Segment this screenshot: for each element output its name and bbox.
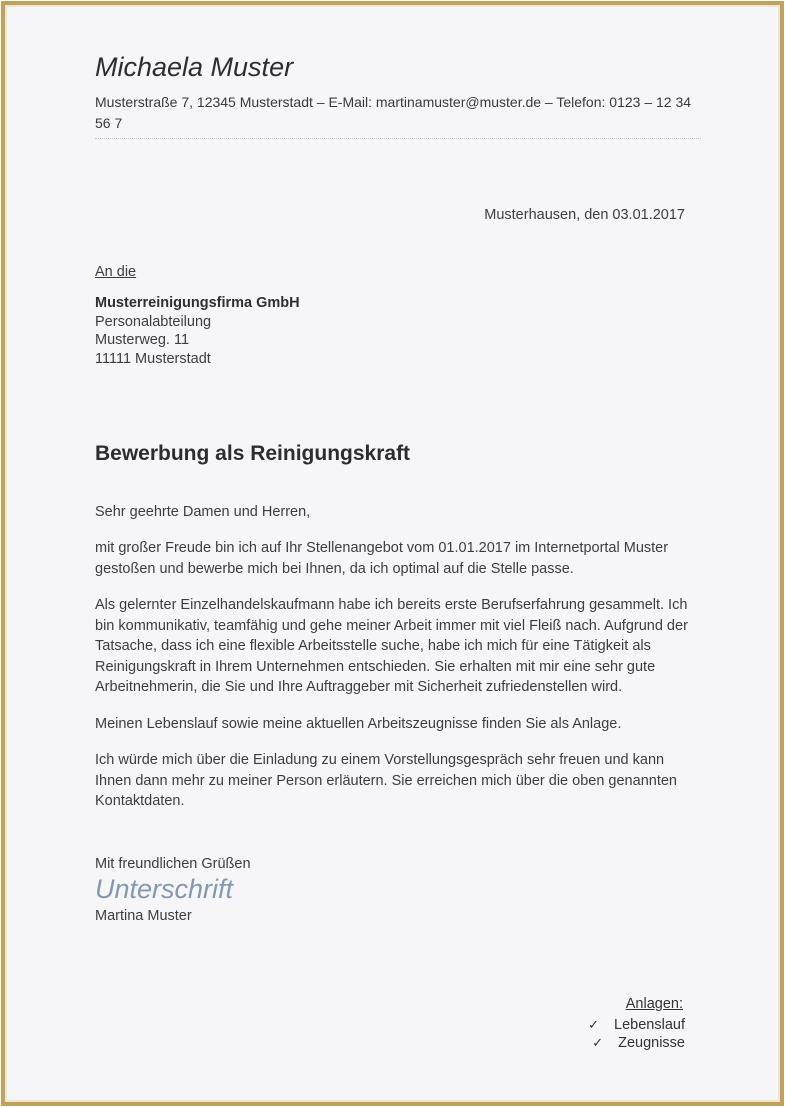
attachments-block <box>588 995 685 1052</box>
recipient-intro: An die <box>95 263 137 280</box>
sender-header <box>95 51 701 139</box>
sender-contact-line: Musterstraße 7, 12345 Musterstadt – E-Mail: martinamuster@muster.de – Telefon: 0123 – 12 34 56 7 <box>95 94 692 131</box>
body-paragraph: mit großer Freude bin ich auf Ihr Stellenangebot vom 01.01.2017 im Internetportal Muster gestoßen und bewerbe mich bei Ihnen, da ich optimal auf die Stelle passe. <box>95 540 669 577</box>
signer-name: Martina Muster <box>95 908 192 924</box>
body-paragraph: Meinen Lebenslauf sowie meine aktuellen Arbeitszeugnisse finden Sie als Anlage. <box>95 715 622 732</box>
attachment-label: Zeugnisse <box>618 1035 685 1051</box>
subject-line: Bewerbung als Reinigungskraft <box>95 442 411 465</box>
recipient-city: 11111 Musterstadt <box>95 350 211 367</box>
letter-content <box>5 5 780 1102</box>
recipient-company: Musterreinigungsfirma GmbH <box>95 295 300 311</box>
sender-name: Michaela Muster <box>95 52 294 82</box>
farewell-line: Mit freundlichen Grüßen <box>95 855 251 872</box>
checkmark-icon: ✓ <box>592 1035 604 1050</box>
recipient-block <box>95 263 701 369</box>
letter-page <box>1 1 784 1106</box>
recipient-street: Musterweg. 11 <box>95 332 190 348</box>
attachment-label: Lebenslauf <box>614 1017 685 1033</box>
attachment-item <box>588 1016 685 1034</box>
body-paragraph: Als gelernter Einzelhandelskaufmann habe ich bereits erste Berufserfahrung gesammelt. Ich bin kommunikativ, teamfähig und gehe meiner Arbeit immer mit viel Fleiß nach. Aufgrund der Tatsache, dass ich eine flexible Arbeitsstelle suche, habe ich mich für eine Tätigkeit als Reinigungskraft in Ihrem Unternehmen entschieden. Sie erhalten mit mir eine sehr gute Arbeitnehmerin, die Sie und Ihre Auftraggeber mit Sicherheit zufriedenstellen wird. <box>95 597 688 695</box>
attachment-item <box>588 1034 685 1052</box>
closing-block <box>95 854 701 927</box>
header-divider <box>95 138 701 139</box>
recipient-department: Personalabteilung <box>95 313 212 330</box>
greeting-line: Sehr geehrte Damen und Herren, <box>95 503 311 520</box>
date-line: Musterhausen, den 03.01.2017 <box>484 207 685 223</box>
body-paragraph: Ich würde mich über die Einladung zu einem Vorstellungsgespräch sehr freuen und kann Ihnen dann mehr zu meiner Person erläutern. Sie erreichen mich über die oben genannten Kontaktdaten. <box>95 752 677 809</box>
checkmark-icon: ✓ <box>588 1017 600 1032</box>
attachments-title: Anlagen: <box>625 996 683 1012</box>
signature-text: Unterschrift <box>95 874 234 904</box>
